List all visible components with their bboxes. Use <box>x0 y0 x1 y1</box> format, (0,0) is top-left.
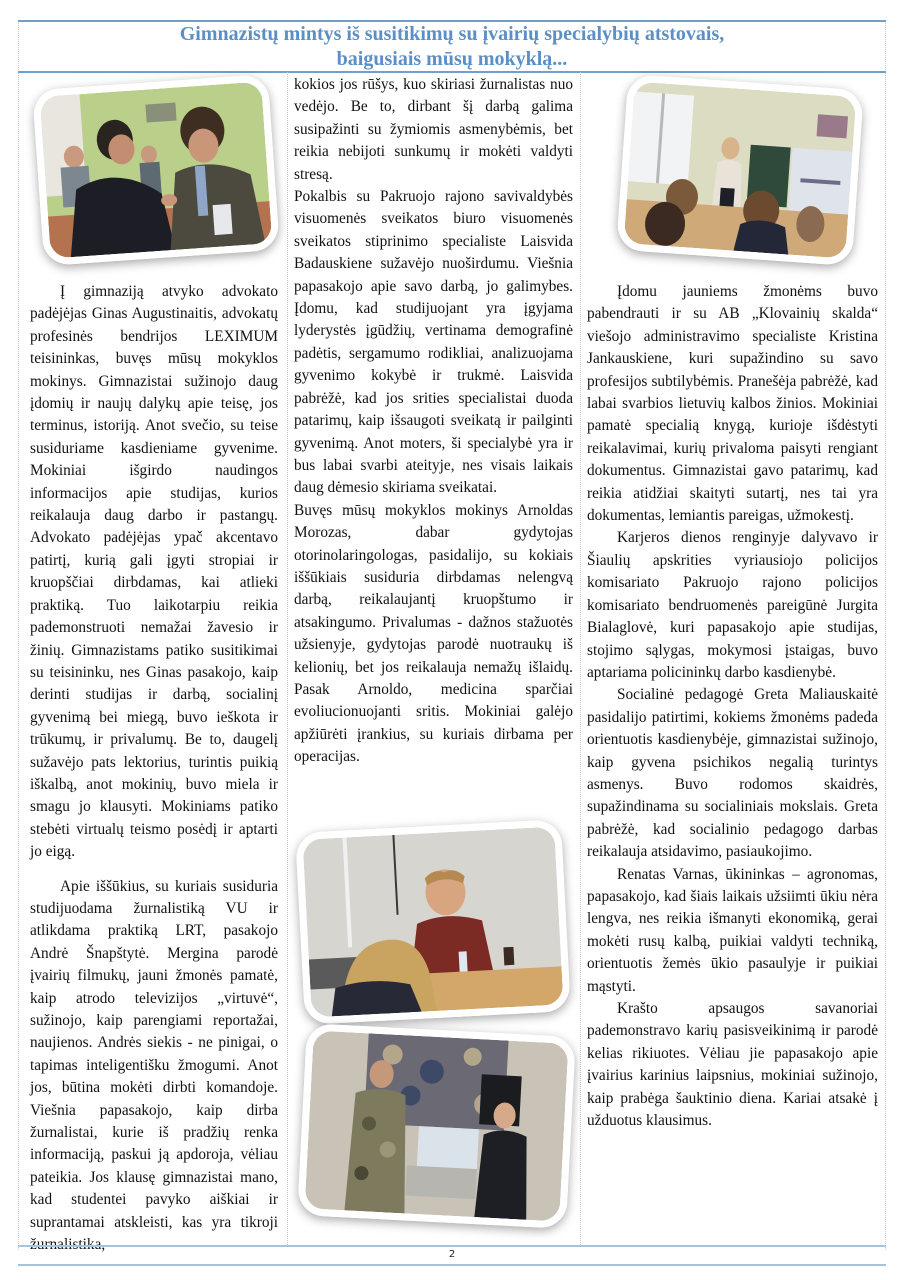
page-frame-right <box>885 20 886 1250</box>
column-separator <box>580 72 581 1245</box>
paragraph-social-pedagogue: Socialinė pedagogė Greta Maliauskaitė pasidalijo patirtimi, kokiems žmonėms padeda orientuotis kasdienybėje, gimnazistai sužinojo, kaip gyvena psichikos negalią turintys asmenys. Buvo rodomos skaidrės, supažindinama su socialiniais mokslais. Greta pabrėžė, kad socialinio pedagogo darbas reikalauja atsidavimo, pasiaukojimo. <box>587 686 878 861</box>
paragraph-volunteers: Krašto apsaugos savanoriai pademonstravo karių pasisveikinimą ir parodė kelias rikiuotes. Vėliau jie papasakojo apie įvairius karinius laipsnius, mokiniai sužinojo, kaip prabėga šauktinio diena. Kariai atsakė į užduotus klausimus. <box>587 1000 878 1130</box>
paragraph-lawyer: Į gimnaziją atvyko advokato padėjėjas Ginas Augustinaitis, advokatų profesinės bendrijos LEXIMUM teisininkas, buvęs mūsų mokyklos mokinys. Gimnazistai sužinojo daug įdomių ir naujų dalykų apie teisę, jos terminus, istoriją. Anot svečio, su teise susiduriame kasdieniame gyvenime. Mokiniai išgirdo naudingos informacijos apie studijas, kurios reikalauja daug darbo ir pastangų. Advokato padėjėjas ypač akcentavo patirtį, kurią gali įgyti stropiai ir kruopščiai dirbdamas, kai atlieki praktiką. Tuo laikotarpiu reikia pademonstruoti nemažai žavesio ir žinių. Gimnazistams patiko susitikimai su teisininku, nes Ginas pasakojo, kaip derinti studijas ir darbą, socialinį gyvenimą bei miegą, buvo ieškota ir trūkumų, ir privalumų. Be to, daugelį sužavėjo pats lektorius, turintis puikią iškalbą, anot mokinių, buvo miela ir smagu jo klausyti. Mokiniams patiko stebėti virtualų teismo posėdį ir aptarti jo eigą. <box>30 283 278 861</box>
photo-classroom-icon <box>624 81 857 258</box>
photo-soldiers <box>297 1023 576 1229</box>
paragraph-farmer: Renatas Varnas, ūkininkas – agronomas, papasakojo, kad šiais laikais užsiimti ūkiu nėra lengva, nes reikia išmanyti ekonomiką, gerai mokėti rusų kalbą, puikiai valdyti techniką, orientuotis žemės ūkio pasaulyje ir puikiai mąstyti. <box>587 865 878 995</box>
article-column-1 <box>30 281 278 1256</box>
page-number: 2 <box>448 1249 456 1260</box>
photo-interview <box>295 819 571 1025</box>
title-line-1: Gimnazistų mintys iš susitikimų su įvairių specialybių atstovais, <box>179 23 725 45</box>
article-column-3 <box>587 281 878 1132</box>
photo-classroom-presentation <box>616 74 864 266</box>
title-line-2: baigusiais mūsų mokyklą... <box>336 48 568 70</box>
column-separator <box>287 72 288 1245</box>
photo-soldiers-icon <box>305 1030 569 1221</box>
photo-interview-icon <box>303 827 564 1018</box>
footer-bottom-rule <box>18 1264 886 1266</box>
paragraph-public-health: Pokalbis su Pakruojo rajono savivaldybės visuomenės sveikatos biuro visuomenės sveikatos stiprinimo specialiste Laisvida Badauskiene sužavėjo nuoširdumu. Viešnia papasakojo apie savo darbą, jo galimybes. Įdomu, kad studijuojant yra įgyjama lyderystės įgūdžių, vertinama demografinė padėtis, sergamumo rodikliai, analizuojama gyvenimo kokybė ir trukmė. Laisvida pabrėžė, kad jos srities specialistai duoda patarimų, kaip išsaugoti sveikatą ir pailginti gyvenimą. Anot moters, ši specialybė yra ir bus labai svarbi ateityje, nes visais laikais daug dėmesio skiriama sveikatai. <box>294 188 573 497</box>
photo-handshake <box>32 74 280 266</box>
article-column-2 <box>294 74 573 769</box>
page-frame-left <box>18 20 19 1250</box>
paragraph-police: Karjeros dienos renginyje dalyvavo ir Šiaulių apskrities vyriausiojo policijos komisariato Pakruojo rajono policijos komisariato bendruomenės pareigūnė Jurgita Bialaglovė, kuri papasakojo apie studijas, stojimo sąlygas, mokymosi įstaigas, buvo aptariama policininkų darbo kasdienybė. <box>587 529 878 681</box>
paragraph-doctor: Buvęs mūsų mokyklos mokinys Arnoldas Morozas, dabar gydytojas otorinolaringologas, pasidalijo, su kokiais iššūkiais susiduria dirbdamas nelengvą darbą, reikalaujantį kruopštumo ir atsakingumo. Privalumas - dažnos stažuotės užsienyje, gydytojas parodė nuotraukų iš kelionių, bet jos reikalauja nemažų išlaidų. Pasak Arnoldo, medicina sparčiai evoliucionuojanti sritis. Mokiniai galėjo apžiūrėti įrankius, su kuriais dirbama per operacijas. <box>294 501 573 766</box>
paragraph-journalism-continued: kokios jos rūšys, kuo skiriasi žurnalistas nuo vedėjo. Be to, dirbant šį darbą galima susipažinti su žymiomis asmenybėmis, bet reikia nebijoti sunkumų ir mokėti valdyti stresą. <box>294 76 573 183</box>
paragraph-journalism: Apie iššūkius, su kuriais susiduria studijuodama žurnalistiką VU ir atlikdama praktiką LRT, pasakojo Andrė Šnapštytė. Mergina parodė įvairių filmukų, jauni žmonės pamatė, kaip atrodo televizijos „virtuvė“, sužinojo, kaip parengiami reportažai, naujienos. Andrės siekis - ne pinigai, o tapimas inteligentišku žmogumi. Anot jos, būtina mokėti dirbti komandoje. Viešnia papasakojo, kaip dirba žurnalistai, kurie iš pradžių renka informaciją, paskui ją apdoroja, vėliau pateikia. Jos klausę gimnazistai mano, kad studentei pavyko aiškiai ir suprantamai atskleisti, kas yra tikroji žurnalistika, <box>30 877 278 1254</box>
photo-handshake-icon <box>40 81 273 258</box>
page-title <box>18 22 886 72</box>
paragraph-administration: Įdomu jauniems žmonėms buvo pabendrauti ir su AB „Klovainių skalda“ viešojo administravimo specialiste Kristina Jankauskiene, kuri supažindino su savo profesijos subtilybėmis. Pranešėja pabrėžė, kad labai svarbios lietuvių kalbos žinios. Mokiniai pamatė specialią knygą, kurioje išdėstyti reikalavimai, kurių privaloma paisyti rengiant dokumentus. Gimnazistai gavo patarimų, kad reikia atidžiai skaityti sutartį, nes tai yra dokumentas, lemiantis pareigas, užmokestį. <box>587 283 878 525</box>
